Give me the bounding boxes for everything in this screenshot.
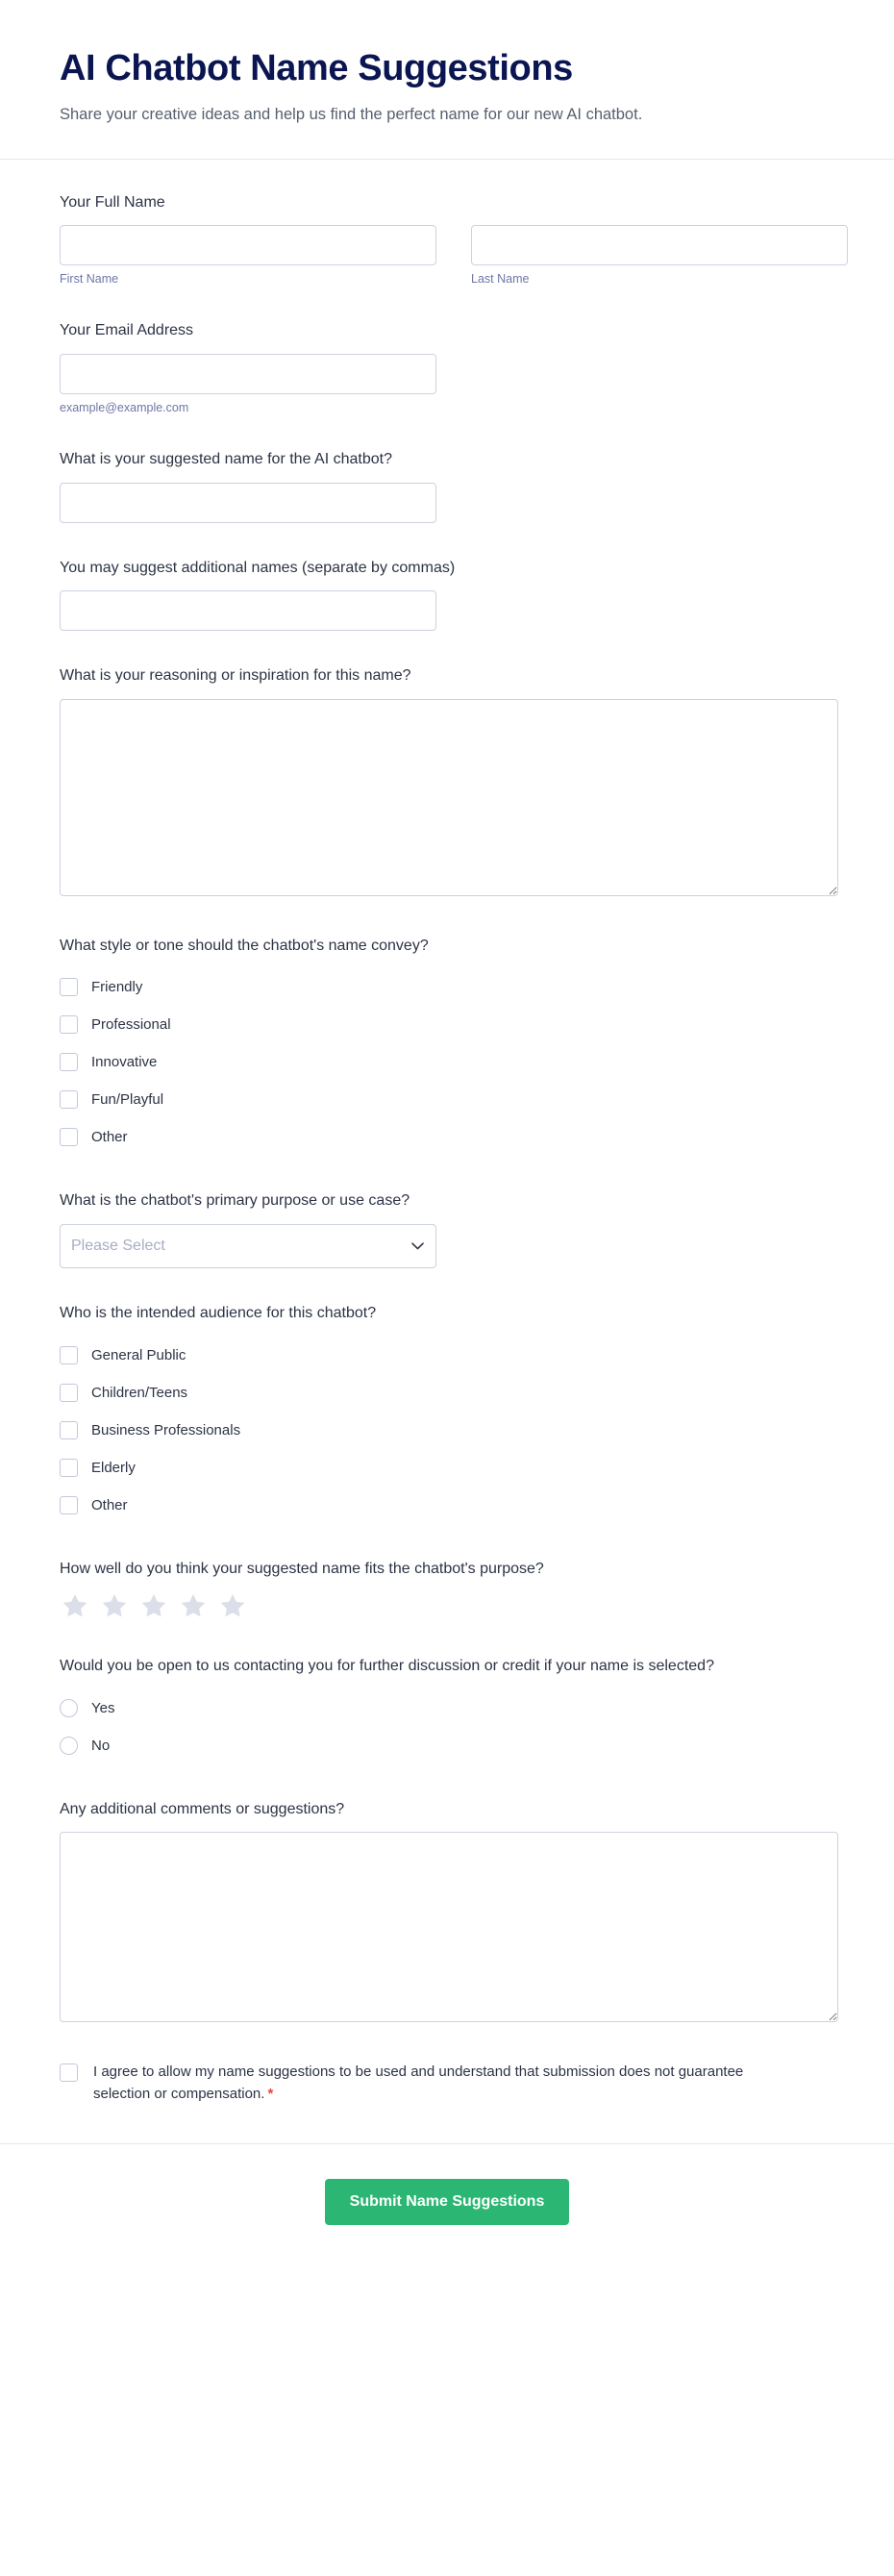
primary-purpose-select[interactable] xyxy=(60,1224,436,1268)
checkbox-icon[interactable] xyxy=(60,1496,78,1514)
checkbox-label: Business Professionals xyxy=(91,1421,241,1438)
checkbox-icon[interactable] xyxy=(60,1090,78,1109)
rating-label: How well do you think your suggested name fits the chatbot's purpose? xyxy=(60,1560,544,1577)
form-body xyxy=(0,160,894,2106)
full-name-label: Your Full Name xyxy=(60,193,165,211)
star-icon[interactable] xyxy=(178,1591,209,1621)
checkbox-icon[interactable] xyxy=(60,978,78,996)
agreement-row[interactable] xyxy=(60,2062,834,2105)
checkbox-icon[interactable] xyxy=(60,1384,78,1402)
checkbox-row[interactable] xyxy=(60,1081,834,1118)
field-audience xyxy=(60,1303,834,1524)
agreement-checkbox-icon[interactable] xyxy=(60,2063,78,2082)
style-tone-label: What style or tone should the chatbot's name convey? xyxy=(60,937,429,954)
checkbox-row[interactable] xyxy=(60,1337,834,1374)
star-icon[interactable] xyxy=(138,1591,169,1621)
last-name-input[interactable] xyxy=(471,225,848,265)
additional-names-input[interactable] xyxy=(60,590,436,631)
form-header xyxy=(0,0,894,160)
suggested-name-label: What is your suggested name for the AI chatbot? xyxy=(60,450,392,467)
radio-icon[interactable] xyxy=(60,1699,78,1717)
field-email xyxy=(60,320,834,414)
comments-textarea[interactable] xyxy=(60,1832,838,2022)
checkbox-row[interactable] xyxy=(60,968,834,1006)
form-footer xyxy=(0,2143,894,2269)
agreement-label: I agree to allow my name suggestions to be used and understand that submission does not guarantee selection or compensation. xyxy=(93,2063,744,2102)
checkbox-label: Friendly xyxy=(91,979,143,996)
field-rating xyxy=(60,1559,834,1622)
field-suggested-name xyxy=(60,449,834,523)
required-marker: * xyxy=(267,2085,274,2102)
checkbox-icon[interactable] xyxy=(60,1421,78,1439)
field-contact-consent xyxy=(60,1656,834,1764)
checkbox-icon[interactable] xyxy=(60,1128,78,1146)
field-reasoning xyxy=(60,665,834,901)
primary-purpose-select-wrap xyxy=(60,1224,436,1268)
star-icon[interactable] xyxy=(99,1591,130,1621)
contact-consent-options xyxy=(60,1689,834,1764)
radio-row[interactable] xyxy=(60,1689,834,1727)
star-icon[interactable] xyxy=(217,1591,248,1621)
checkbox-label: General Public xyxy=(91,1346,186,1363)
checkbox-label: Other xyxy=(91,1496,128,1513)
last-name-sublabel: Last Name xyxy=(471,272,530,287)
agreement-text xyxy=(93,2062,766,2105)
field-style-tone xyxy=(60,936,834,1157)
radio-icon[interactable] xyxy=(60,1737,78,1755)
reasoning-label: What is your reasoning or inspiration for this name? xyxy=(60,667,411,685)
last-name-group xyxy=(471,225,848,286)
reasoning-textarea[interactable] xyxy=(60,699,838,896)
first-name-sublabel: First Name xyxy=(60,272,119,287)
submit-button[interactable]: Submit Name Suggestions xyxy=(325,2179,570,2225)
email-sublabel: example@example.com xyxy=(60,400,189,414)
radio-label: Yes xyxy=(91,1699,115,1716)
checkbox-label: Professional xyxy=(91,1016,171,1034)
radio-label: No xyxy=(91,1737,111,1754)
checkbox-label: Fun/Playful xyxy=(91,1091,164,1109)
star-icon[interactable] xyxy=(60,1591,90,1621)
page-title: AI Chatbot Name Suggestions xyxy=(60,48,573,88)
checkbox-row[interactable] xyxy=(60,1043,834,1081)
field-additional-names xyxy=(60,558,834,632)
checkbox-icon[interactable] xyxy=(60,1015,78,1034)
email-field[interactable] xyxy=(60,354,436,394)
comments-label: Any additional comments or suggestions? xyxy=(60,1800,345,1817)
audience-options xyxy=(60,1337,834,1524)
contact-consent-label: Would you be open to us contacting you for further discussion or credit if your name is selected? xyxy=(60,1658,714,1675)
star-rating[interactable] xyxy=(60,1591,834,1621)
field-primary-purpose xyxy=(60,1190,834,1268)
style-tone-options xyxy=(60,968,834,1156)
audience-label: Who is the intended audience for this chatbot? xyxy=(60,1304,377,1321)
field-comments xyxy=(60,1799,834,2028)
checkbox-row[interactable] xyxy=(60,1449,834,1487)
checkbox-icon[interactable] xyxy=(60,1053,78,1071)
first-name-input[interactable] xyxy=(60,225,436,265)
checkbox-icon[interactable] xyxy=(60,1346,78,1364)
field-full-name xyxy=(60,192,834,287)
additional-names-label: You may suggest additional names (separate by commas) xyxy=(60,559,456,576)
checkbox-row[interactable] xyxy=(60,1006,834,1043)
checkbox-icon[interactable] xyxy=(60,1459,78,1477)
checkbox-row[interactable] xyxy=(60,1412,834,1449)
primary-purpose-label: What is the chatbot's primary purpose or use case? xyxy=(60,1192,410,1210)
radio-row[interactable] xyxy=(60,1727,834,1764)
checkbox-row[interactable] xyxy=(60,1118,834,1156)
email-label: Your Email Address xyxy=(60,322,194,339)
checkbox-label: Innovative xyxy=(91,1054,158,1071)
checkbox-label: Elderly xyxy=(91,1459,136,1476)
page-subtitle: Share your creative ideas and help us find the perfect name for our new AI chatbot. xyxy=(60,105,643,123)
first-name-group xyxy=(60,225,436,286)
checkbox-row[interactable] xyxy=(60,1374,834,1412)
checkbox-label: Other xyxy=(91,1129,128,1146)
checkbox-label: Children/Teens xyxy=(91,1384,188,1401)
checkbox-row[interactable] xyxy=(60,1487,834,1524)
suggested-name-input[interactable] xyxy=(60,483,436,523)
